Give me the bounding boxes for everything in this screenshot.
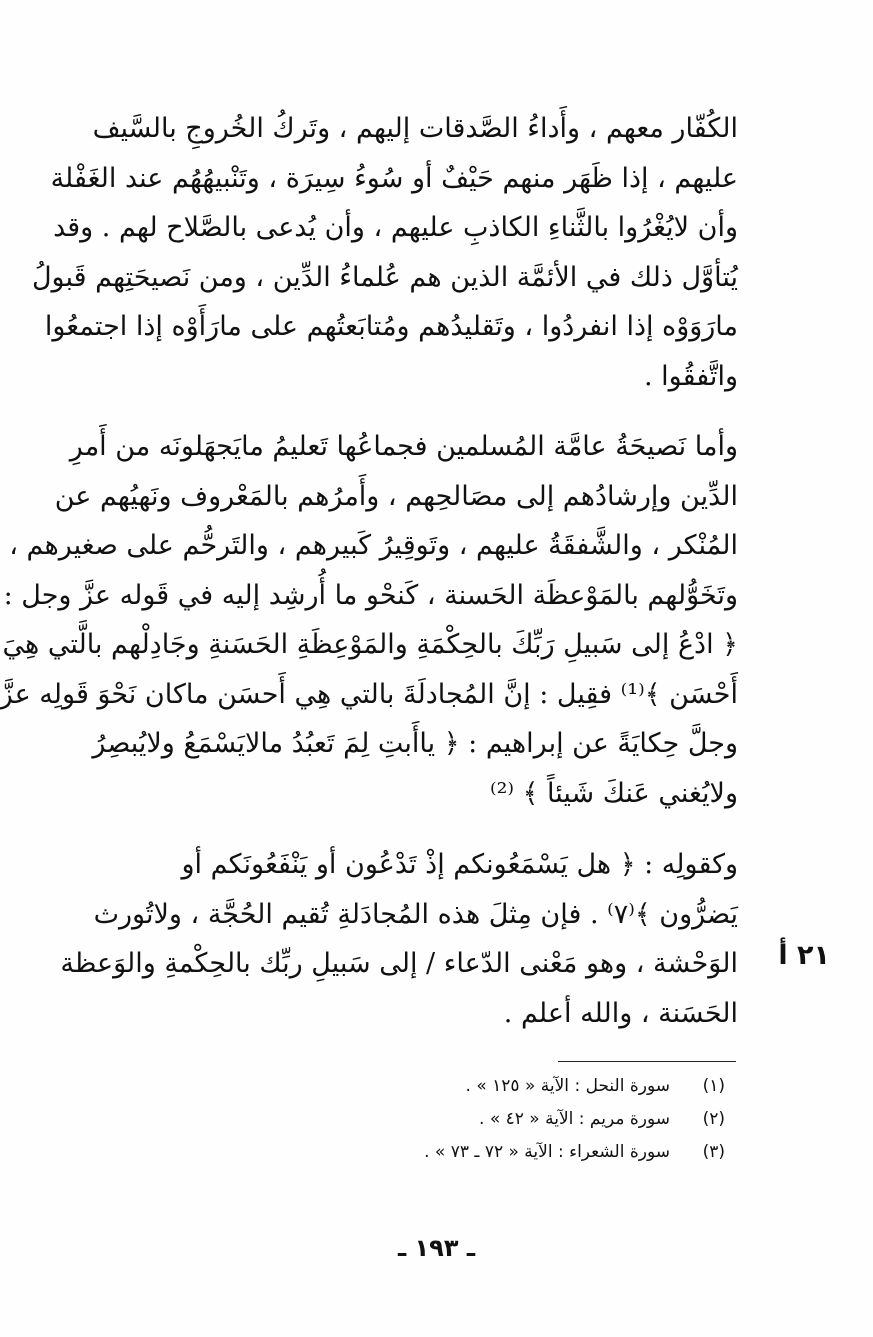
footnote-number: (٢) bbox=[702, 1109, 725, 1129]
text-line: الكُفّار معهم ، وأَداءُ الصَّدقات إليهم ، وتَركُ الخُروجِ بالسَّيف bbox=[92, 113, 738, 144]
text-line: وتَخَوُّلهم بالمَوْعظَة الحَسنة ، كَنحْو ما أُرشِد إليه في قَوله عزَّ وجل : bbox=[3, 579, 738, 611]
text-line: ﴿ ادْعُ إلى سَبيلِ رَبِّكَ بالحِكْمَةِ والمَوْعِظَةِ الحَسَنةِ وجَادِلْهم بالَّتي هِيَ bbox=[2, 629, 738, 660]
footnote-divider bbox=[558, 1061, 736, 1062]
footnote-text: سورة النحل : الآية « ١٢٥ » . bbox=[465, 1076, 670, 1096]
page-number: ـ ١٩٣ ـ bbox=[397, 1234, 476, 1262]
text-line: ولايُغني عَنكَ شَيئاً ﴾ ⁽²⁾ bbox=[489, 777, 738, 809]
footnotes bbox=[330, 1070, 725, 1169]
footnote-number: (٣) bbox=[702, 1142, 725, 1162]
text-line: الحَسَنة ، والله أعلم . bbox=[503, 997, 738, 1029]
paragraph-argumentation bbox=[60, 840, 738, 1038]
text-line: عليهم ، إذا ظَهَر منهم حَيْفٌ أو سُوءُ سِيرَة ، وتَنْبيهُهُم عند الغَفْلة bbox=[50, 162, 738, 194]
text-line: وكقولِه : ﴿ هل يَسْمَعُونكم إذْ تَدْعُون أو يَنْفَعُونَكم أو bbox=[181, 849, 738, 880]
text-line: الدِّين وإرشادُهم إلى مصَالحِهم ، وأَمرُهم بالمَعْروف ونَهيُهم عن bbox=[54, 480, 738, 512]
text-line: يُتأوَّل ذلك في الأئمَّة الذين هم عُلماءُ الدِّين ، ومن نَصيحَتِهم قَبولُ bbox=[31, 261, 738, 293]
footnote-item bbox=[330, 1103, 725, 1136]
text-line: وجلَّ حِكايَةً عن إبراهيم : ﴿ ياأَبتِ لِمَ تَعبُدُ مالايَسْمَعُ ولايُبصِرُ bbox=[92, 728, 738, 759]
text-line: وأما نَصيحَةُ عامَّة المُسلمين فجماعُها تَعليمُ مايَجهَلونَه من أَمرِ bbox=[69, 431, 738, 462]
paragraph-common-muslims-advice bbox=[0, 422, 738, 818]
text-line: مارَوَوْه إذا انفردُوا ، وتَقليدُهم ومُتابَعتُهم على مارَأَوْه إذا اجتمعُوا bbox=[44, 311, 738, 342]
text-line: واتَّفقُوا . bbox=[644, 360, 738, 392]
text-line: يَضرُّون ﴾⁽٧⁾ . فإن مِثلَ هذه المُجادَلةِ تُقيم الحُجَّة ، ولاتُورث bbox=[93, 898, 738, 930]
footnote-number: (١) bbox=[702, 1076, 725, 1096]
text-line: الوَحْشة ، وهو مَعْنى الدّعاء / إلى سَبيلِ ربِّك بالحِكْمةِ والوَعظة bbox=[60, 948, 738, 979]
text-line: المُنْكر ، والشَّفقَةُ عليهم ، وتَوقِيرُ كَبيرهم ، والتَرحُّم على صغيرهم ، bbox=[9, 530, 738, 561]
text-line: وأن لايُغْرُوا بالثَّناءِ الكاذبِ عليهم ، وأن يُدعى بالصَّلاح لهم . وقد bbox=[53, 212, 738, 243]
footnote-item bbox=[330, 1070, 725, 1103]
footnote-text: سورة مريم : الآية « ٤٢ » . bbox=[479, 1109, 670, 1129]
paragraph-rulers-advice bbox=[31, 104, 738, 401]
footnote-text: سورة الشعراء : الآية « ٧٢ ـ ٧٣ » . bbox=[424, 1142, 670, 1162]
text-line: أَحْسَن ﴾⁽¹⁾ فقِيل : إنَّ المُجادلَةَ بالتي هِي أَحسَن ماكان نَحْوَ قَولِه عزَّ bbox=[0, 678, 738, 710]
manuscript-folio-marker: ٢١ أ bbox=[778, 940, 830, 971]
footnote-item bbox=[330, 1136, 725, 1169]
